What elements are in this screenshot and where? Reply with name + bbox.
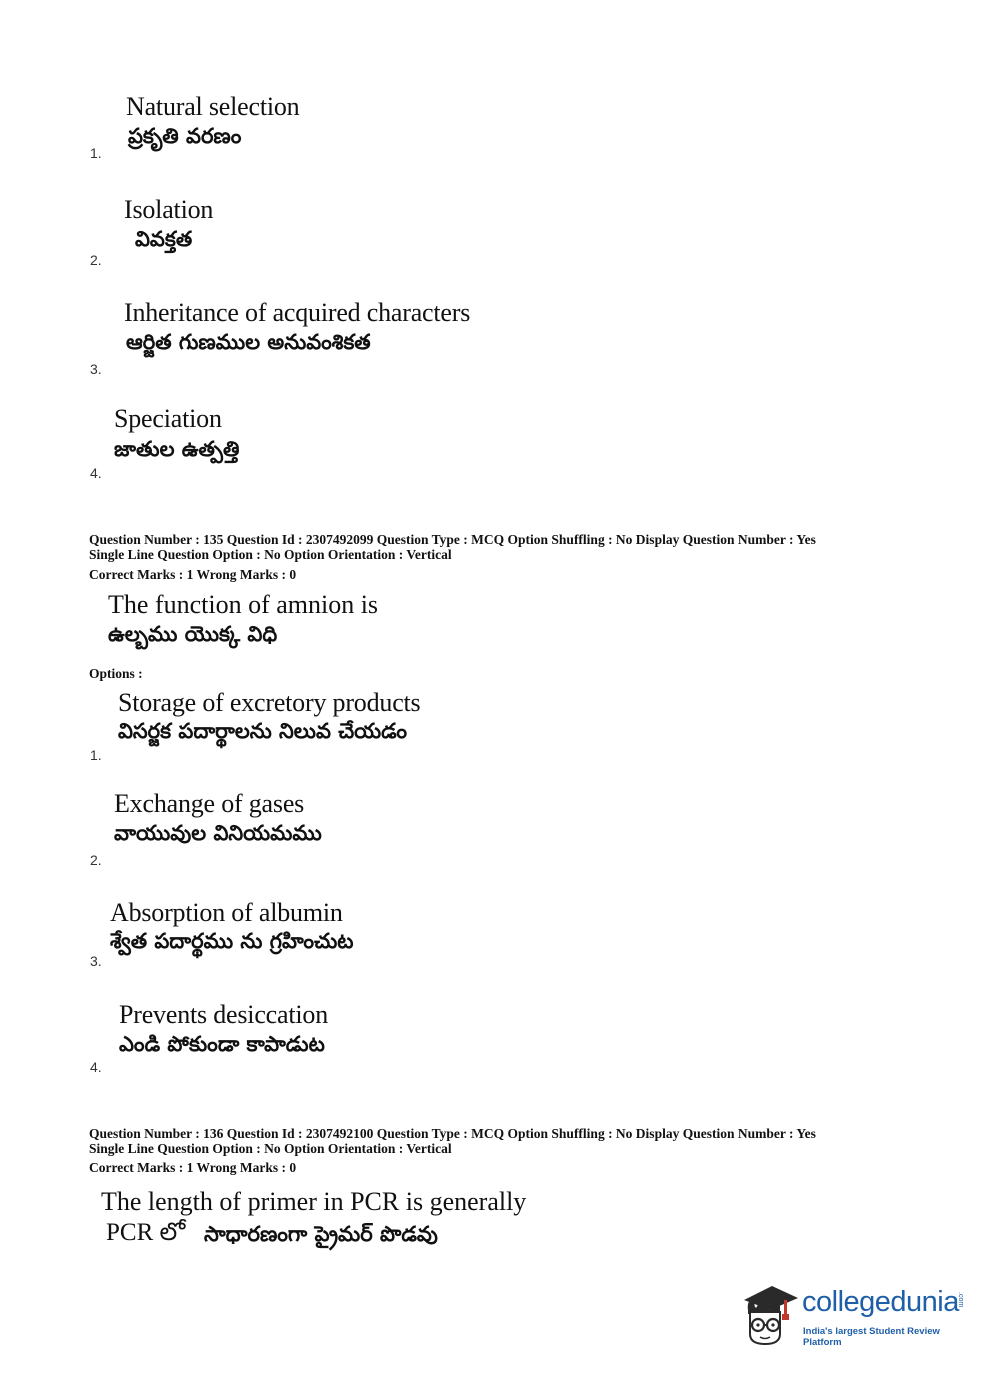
option-number: 1. xyxy=(90,145,102,161)
brand-tagline: India's largest Student Review Platform xyxy=(803,1326,940,1348)
question-text-te: సాధారణంగా ప్రైమర్ పొడవు xyxy=(204,1222,438,1246)
mascot-icon xyxy=(738,1280,800,1350)
question-text-en: The function of amnion is xyxy=(108,590,379,619)
options-label: Options : xyxy=(89,666,143,681)
option-text-te: జాతుల ఉత్పత్తి xyxy=(114,437,240,461)
option-number: 4. xyxy=(90,465,102,481)
option-number: 2. xyxy=(90,852,102,868)
option-text-en: Storage of excretory products xyxy=(118,688,421,717)
question-text-te-prefix xyxy=(106,1219,185,1253)
option-number: 2. xyxy=(90,252,102,268)
question-text-en: The length of primer in PCR is generally xyxy=(101,1187,527,1216)
question-meta-line1: Question Number : 135 Question Id : 2307492099 Question Type : MCQ Option Shuffling : No Display Question Number : Yes xyxy=(89,532,816,547)
option-number: 1. xyxy=(90,747,102,763)
option-number: 4. xyxy=(90,1059,102,1075)
option-number: 3. xyxy=(90,953,102,969)
question-meta-line2: Single Line Question Option : No Option Orientation : Vertical xyxy=(89,547,452,562)
option-text-te: శ్వేత పదార్థము ను గ్రహించుట xyxy=(110,929,354,953)
question-meta-line1: Question Number : 136 Question Id : 2307492100 Question Type : MCQ Option Shuffling : No Display Question Number : Yes xyxy=(89,1126,816,1141)
option-text-en: Isolation xyxy=(124,195,214,224)
option-text-te: విసర్జక పదార్థాలను నిలువ చేయడం xyxy=(118,719,408,743)
option-text-te: వివక్తత xyxy=(135,227,193,251)
option-text-en: Absorption of albumin xyxy=(110,898,343,927)
option-text-te: ఆర్జిత గుణముల అనువంశికత xyxy=(126,330,371,354)
pcr-prefix: PCR లో xyxy=(106,1219,186,1246)
option-number: 3. xyxy=(90,361,102,377)
option-text-en: Speciation xyxy=(114,404,222,433)
brand-name: collegedunia xyxy=(802,1286,959,1318)
option-text-en: Natural selection xyxy=(126,92,300,121)
question-text-te: ఉల్బము యొక్క విధి xyxy=(108,622,278,646)
option-text-en: Inheritance of acquired characters xyxy=(124,298,471,327)
option-text-en: Prevents desiccation xyxy=(119,1000,328,1029)
question-meta-line2: Single Line Question Option : No Option Orientation : Vertical xyxy=(89,1141,452,1156)
option-text-en: Exchange of gases xyxy=(114,789,305,818)
collegedunia-logo xyxy=(738,1280,978,1350)
brand-suffix: .com xyxy=(957,1292,964,1308)
option-text-te: ఎండి పోకుండా కాపాడుట xyxy=(119,1032,325,1056)
question-marks: Correct Marks : 1 Wrong Marks : 0 xyxy=(89,1160,297,1175)
question-marks: Correct Marks : 1 Wrong Marks : 0 xyxy=(89,567,297,582)
option-text-te: ప్రకృతి వరణం xyxy=(128,124,242,148)
option-text-te: వాయువుల వినియమము xyxy=(114,821,322,845)
